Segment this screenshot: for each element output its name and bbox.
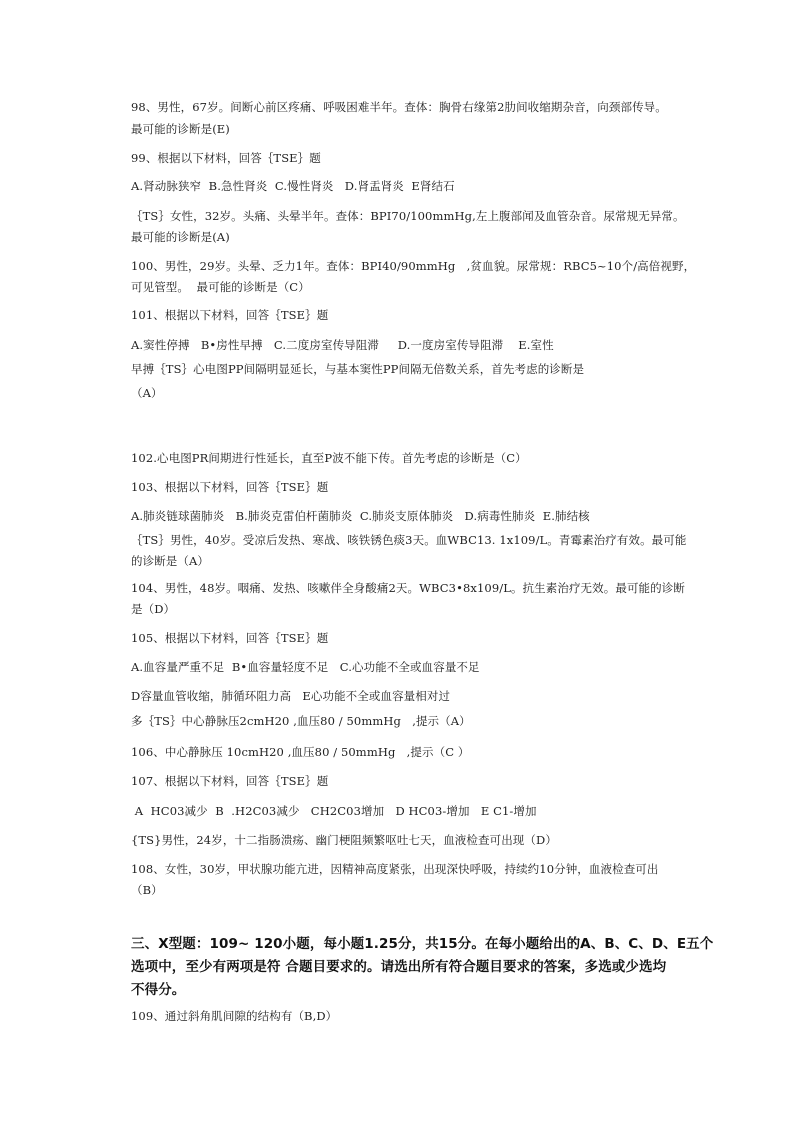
q99-stem: 99、根据以下材料，回答｛TSE｝题 [131,151,321,165]
q101-options: A.窦性停搏 B•房性早搏 C.二度房室传导阻滞 D.一度房室传导阻滞 E.室性 [131,338,554,352]
q107-case-line: {TS}男性，24岁，十二指肠溃疡、幽门梗阻频繁呕吐七天，血液检查可出现（D） [131,833,557,847]
q104-line-1: 104、男性，48岁。咽痛、发热、咳嗽伴全身酸痛2天。WBC3•8x109/L。抗生素治疗无效。最可能的诊断 [131,581,685,595]
q105-case-line: 多｛TS｝中心静脉压2cmH20 ,血压80 / 50mmHg ,提示（A） [131,714,471,728]
section-heading-line-1: 三、X型题：109~ 120小题，每小题1.25分，共15分。在每小题给出的A、B、C、D、E五个 [131,936,714,952]
q100-line-1: 100、男性，29岁。头晕、乏力1年。查体：BPI40/90mmHg ,贫血貌。尿常规：RBC5~10个/高倍视野， [131,259,696,273]
q108-line-1: 108、女性，30岁，甲状腺功能亢进，因精神高度紧张，出现深快呼吸，持续约10分钟，血液检查可出 [131,862,659,876]
q101-case-line-2: （A） [131,386,163,400]
q103-case-line-2: 的诊断是（A） [131,554,210,568]
q107-stem: 107、根据以下材料，回答｛TSE｝题 [131,774,329,788]
q101-stem: 101、根据以下材料，回答｛TSE｝题 [131,308,329,322]
q109-line: 109、通过斜角肌间隙的结构有（B,D） [131,1009,338,1023]
q103-case-line-1: ｛TS｝男性，40岁。受凉后发热、寒战、咳铁锈色痰3天。血WBC13. 1x109/L。青霉素治疗有效。最可能 [131,533,687,547]
q101-case-line-1: 早搏｛TS｝心电图PP间隔明显延长，与基本窦性PP间隔无倍数关系，首先考虑的诊断是 [131,362,585,376]
q99-options: A.肾动脉狭窄 B.急性肾炎 C.慢性肾炎 D.肾盂肾炎 E肾结石 [131,179,455,193]
q107-options: A HC03减少 B .H2C03减少 CH2C03增加 D HC03-增加 E C1-增加 [131,804,537,818]
q105-options-line-2: D容量血管收缩，肺循环阻力高 E心功能不全或血容量相对过 [131,689,451,703]
q104-line-2: 是（D） [131,602,176,616]
q98-line-1: 98、男性，67岁。间断心前区疼痛、呼吸困难半年。查体：胸骨右缘第2肋间收缩期杂音，向颈部传导。 [131,100,667,114]
q103-stem: 103、根据以下材料，回答｛TSE｝题 [131,480,329,494]
q100-line-2: 可见管型。 最可能的诊断是（C） [131,280,310,294]
q99-case-line-2: 最可能的诊断是(A) [131,230,230,244]
q98-line-2: 最可能的诊断是(E) [131,122,230,136]
q106-line: 106、中心静脉压 10cmH20 ,血压80 / 50mmHg ,提示（C ） [131,745,470,759]
q105-options-line-1: A.血容量严重不足 B•血容量轻度不足 C.心功能不全或血容量不足 [131,660,480,674]
q102-line: 102.心电图PR间期进行性延长，直至P波不能下传。首先考虑的诊断是（C） [131,451,527,465]
section-heading-line-3: 不得分。 [131,982,186,998]
q105-stem: 105、根据以下材料，回答｛TSE｝题 [131,631,329,645]
section-heading-line-2: 选项中，至少有两项是符 合题目要求的。请选出所有符合题目要求的答案，多选或少选均 [131,959,667,975]
q103-options: A.肺炎链球菌肺炎 B.肺炎克雷伯杆菌肺炎 C.肺炎支原体肺炎 D.病毒性肺炎 E.肺结核 [131,509,590,523]
q99-case-line-1: ｛TS｝女性，32岁。头痛、头晕半年。查体：BPI70/100mmHg,左上腹部闻及血管杂音。尿常规无异常。 [131,209,685,223]
q108-line-2: （B） [131,883,163,897]
